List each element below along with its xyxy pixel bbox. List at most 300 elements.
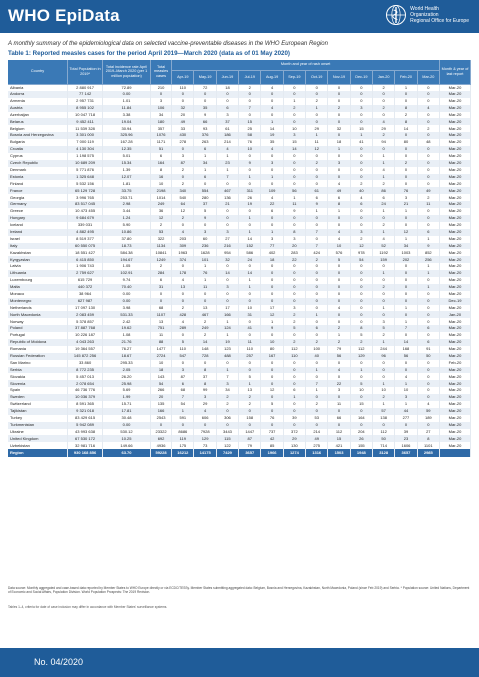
table-cell: Mar-20	[440, 291, 471, 298]
table-cell: 138	[372, 415, 394, 422]
table-cell: 50	[372, 435, 394, 442]
table-cell: 152	[239, 243, 261, 250]
table-cell: Mar-20	[440, 194, 471, 201]
table-cell: 0.00	[103, 422, 151, 429]
table-cell: 10	[261, 339, 283, 346]
table-cell: 1	[216, 332, 238, 339]
table-cell: 32	[328, 125, 350, 132]
table-cell: 68	[150, 305, 171, 312]
table-cell: 29	[306, 125, 328, 132]
table-cell: 32	[216, 256, 238, 263]
country-cell: Albania	[8, 84, 68, 91]
table-cell: 0	[239, 180, 261, 187]
table-cell: 0	[417, 84, 439, 91]
table-row	[8, 305, 471, 312]
table-cell: Mar-20	[440, 132, 471, 139]
table-cell: 0	[306, 153, 328, 160]
table-cell: Mar-20	[440, 236, 471, 243]
table-cell: 0	[283, 160, 305, 167]
table-cell: 266	[150, 387, 171, 394]
table-cell: Mar-20	[440, 408, 471, 415]
col-month: Jan-20	[372, 70, 394, 84]
table-cell: 0	[417, 98, 439, 105]
table-cell: 88	[150, 339, 171, 346]
table-cell: 37	[194, 373, 216, 380]
col-month: Nov-19	[328, 70, 350, 84]
table-cell: 0	[283, 408, 305, 415]
table-cell: Mar-20	[440, 305, 471, 312]
table-cell: 1.39	[103, 167, 151, 174]
table-cell: 76	[261, 415, 283, 422]
table-cell: 1	[261, 318, 283, 325]
table-cell: 1	[239, 380, 261, 387]
table-row	[8, 367, 471, 374]
table-row	[8, 125, 471, 132]
logo-line-3: Regional Office for Europe	[410, 18, 469, 24]
table-cell: 10	[150, 360, 171, 367]
table-cell: 6	[417, 229, 439, 236]
table-cell: 76	[239, 139, 261, 146]
table-cell: 1	[306, 105, 328, 112]
table-cell: 49	[306, 435, 328, 442]
table-cell: 0	[172, 98, 194, 105]
country-cell: Denmark	[8, 167, 68, 174]
table-cell: 10	[239, 146, 261, 153]
table-cell: 0	[194, 180, 216, 187]
table-cell: 214	[306, 429, 328, 436]
table-row	[8, 311, 471, 318]
table-cell: Mar-20	[440, 442, 471, 449]
table-cell: 0	[328, 408, 350, 415]
table-cell: Mar-20	[440, 215, 471, 222]
table-cell: 0	[328, 284, 350, 291]
country-cell: Malta	[8, 284, 68, 291]
table-cell: 0	[283, 174, 305, 181]
table-cell: 7	[239, 105, 261, 112]
table-cell: 34	[395, 243, 417, 250]
table-row	[8, 277, 471, 284]
table-cell: 166	[150, 408, 171, 415]
table-cell: 19	[239, 201, 261, 208]
table-cell: 6	[283, 387, 305, 394]
table-cell: 3 996 765	[68, 194, 103, 201]
table-cell: 1	[239, 277, 261, 284]
table-cell: 0	[417, 332, 439, 339]
table-cell: 87	[172, 160, 194, 167]
table-cell: 10 689 209	[68, 160, 103, 167]
country-cell: Armenia	[8, 98, 68, 105]
table-cell: 0	[417, 91, 439, 98]
table-row	[8, 98, 471, 105]
country-cell: Monaco	[8, 291, 68, 298]
table-cell: 129	[350, 353, 372, 360]
table-cell: 0	[239, 318, 261, 325]
table-cell: 0	[395, 311, 417, 318]
table-cell: 1	[239, 284, 261, 291]
table-cell: 83 429 615	[68, 415, 103, 422]
totals-cell: 3657	[395, 449, 417, 457]
country-cell: France	[8, 187, 68, 194]
table-cell: 37	[216, 118, 238, 125]
table-cell: 10841	[150, 249, 171, 256]
table-cell: 0	[395, 298, 417, 305]
table-cell: 7	[395, 325, 417, 332]
table-cell: 6	[194, 174, 216, 181]
table-cell: 2	[395, 112, 417, 119]
table-cell: 61	[216, 125, 238, 132]
table-row	[8, 222, 471, 229]
table-cell: 5 771 876	[68, 167, 103, 174]
table-cell: Mar-20	[440, 415, 471, 422]
table-cell: 1	[372, 160, 394, 167]
table-cell: 34	[216, 387, 238, 394]
country-cell: Tajikistan	[8, 408, 68, 415]
table-cell: 1	[395, 318, 417, 325]
logo-line-2: Organization	[410, 12, 439, 18]
table-cell: 3	[261, 160, 283, 167]
table-cell: 13	[172, 284, 194, 291]
table-cell: 9	[239, 160, 261, 167]
table-row	[8, 249, 471, 256]
table-cell: 9	[194, 215, 216, 222]
table-cell: 728	[194, 353, 216, 360]
table-cell: 295.33	[103, 360, 151, 367]
table-row	[8, 215, 471, 222]
table-cell: 4	[261, 194, 283, 201]
table-cell: 109	[261, 187, 283, 194]
table-cell: 2	[306, 401, 328, 408]
table-cell: 10	[239, 305, 261, 312]
table-cell: 32 981 716	[68, 442, 103, 449]
table-cell: 0	[417, 380, 439, 387]
table-cell: 7 000 119	[68, 139, 103, 146]
table-row	[8, 298, 471, 305]
table-cell: 0	[306, 277, 328, 284]
table-cell: 2 880 917	[68, 84, 103, 91]
table-cell: 0	[395, 167, 417, 174]
table-cell: 278	[172, 139, 194, 146]
country-cell: Bosnia and Herzegovina	[8, 132, 68, 139]
table-cell: 0	[306, 174, 328, 181]
table-cell: 0	[283, 298, 305, 305]
table-cell: 3	[283, 132, 305, 139]
totals-cell: 1274	[283, 449, 305, 457]
table-cell: Mar-20	[440, 222, 471, 229]
table-cell: 4	[172, 229, 194, 236]
table-cell: 1606	[395, 442, 417, 449]
header-bar	[0, 0, 479, 33]
table-cell: 2	[239, 401, 261, 408]
table-cell: 615 729	[68, 277, 103, 284]
table-cell: 0	[150, 298, 171, 305]
table-cell: 0	[261, 263, 283, 270]
table-cell: 0	[194, 91, 216, 98]
table-cell: 136	[216, 194, 238, 201]
table-cell: 0	[350, 311, 372, 318]
table-cell: 0	[395, 332, 417, 339]
table-cell: 41	[350, 139, 372, 146]
table-row	[8, 325, 471, 332]
table-cell: 424	[306, 249, 328, 256]
table-cell: 19.62	[103, 325, 151, 332]
table-cell: 5	[372, 325, 394, 332]
table-cell: 79	[328, 346, 350, 353]
table-cell: 32	[172, 105, 194, 112]
table-cell: 37	[194, 201, 216, 208]
table-cell: 159	[372, 256, 394, 263]
table-row	[8, 243, 471, 250]
table-cell: 46 736 776	[68, 387, 103, 394]
table-cell: 0.00	[103, 91, 151, 98]
table-cell: 164	[350, 415, 372, 422]
table-cell: 178	[172, 270, 194, 277]
table-cell: 0	[350, 146, 372, 153]
table-cell: 1.81	[103, 180, 151, 187]
table-cell: 0	[350, 270, 372, 277]
table-cell: 2	[350, 236, 372, 243]
table-cell: 852	[417, 249, 439, 256]
table-cell: 1.08	[103, 332, 151, 339]
table-cell: 0	[328, 215, 350, 222]
table-cell: 17	[216, 305, 238, 312]
table-cell: 20	[283, 243, 305, 250]
table-cell: 0	[395, 153, 417, 160]
table-cell: Jan-20	[440, 311, 471, 318]
table-cell: 0	[194, 222, 216, 229]
table-cell: 277	[395, 415, 417, 422]
table-cell: 3	[216, 229, 238, 236]
table-cell: 5.69	[103, 387, 151, 394]
table-cell: 2	[372, 394, 394, 401]
table-cell: 3	[216, 380, 238, 387]
table-cell: 1192	[372, 249, 394, 256]
table-cell: 93	[194, 125, 216, 132]
table-cell: 0	[172, 146, 194, 153]
country-cell: Ireland	[8, 229, 68, 236]
table-cell: 6	[150, 153, 171, 160]
table-row	[8, 160, 471, 167]
table-row	[8, 422, 471, 429]
table-cell: 0	[172, 291, 194, 298]
table-cell: 289	[172, 325, 194, 332]
table-cell: 4	[372, 236, 394, 243]
measles-table	[8, 60, 471, 457]
summary-text: A monthly summary of the epidemiological data on selected vaccine-preventable diseases in the WHO European Region	[8, 41, 328, 47]
table-cell: 0	[216, 263, 238, 270]
table-cell: 112	[350, 346, 372, 353]
country-cell: Croatia	[8, 146, 68, 153]
table-cell: 0	[350, 360, 372, 367]
table-cell: 56	[395, 353, 417, 360]
table-cell: 0	[283, 270, 305, 277]
table-cell: 57	[372, 408, 394, 415]
country-cell: Turkey	[8, 415, 68, 422]
table-cell: 12	[261, 387, 283, 394]
table-cell: 0	[350, 298, 372, 305]
table-cell: 21	[395, 201, 417, 208]
table-cell: 3443	[216, 429, 238, 436]
table-cell: 11.84	[103, 105, 151, 112]
table-cell: Mar-20	[440, 187, 471, 194]
table-cell: 143	[150, 373, 171, 380]
table-cell: 322	[150, 236, 171, 243]
table-cell: 0	[350, 284, 372, 291]
table-cell: 0	[417, 222, 439, 229]
table-row	[8, 236, 471, 243]
table-cell: 31	[150, 284, 171, 291]
table-cell: 35	[194, 105, 216, 112]
table-cell: 1	[372, 401, 394, 408]
table-cell: 0	[172, 298, 194, 305]
table-row	[8, 187, 471, 194]
table-cell: 11	[306, 139, 328, 146]
table-cell: Mar-20	[440, 394, 471, 401]
table-cell: 0	[328, 422, 350, 429]
table-cell: 467	[194, 311, 216, 318]
table-cell: 1	[239, 174, 261, 181]
table-cell: 1	[306, 132, 328, 139]
table-cell: 9	[306, 201, 328, 208]
table-cell: 3	[372, 318, 394, 325]
table-cell: 7	[306, 380, 328, 387]
table-cell: 0	[350, 422, 372, 429]
country-cell: Turkmenistan	[8, 422, 68, 429]
table-cell: 3 301 000	[68, 132, 103, 139]
country-cell: Russian Federation	[8, 353, 68, 360]
table-cell: 0	[395, 180, 417, 187]
table-cell: 0	[328, 394, 350, 401]
table-cell: 5 532 156	[68, 180, 103, 187]
table-cell: 0	[283, 380, 305, 387]
table-cell: 186	[216, 132, 238, 139]
table-cell: 0	[350, 167, 372, 174]
table-cell: 275	[306, 442, 328, 449]
table-cell: 0	[239, 332, 261, 339]
table-cell: 99	[194, 387, 216, 394]
table-cell: 0	[261, 422, 283, 429]
country-cell: Serbia	[8, 367, 68, 374]
table-cell: 0	[306, 284, 328, 291]
table-cell: 15	[350, 125, 372, 132]
table-cell: 11	[239, 339, 261, 346]
table-cell: Mar-20	[440, 160, 471, 167]
table-cell: 29	[283, 435, 305, 442]
table-cell: 0	[417, 215, 439, 222]
table-cell: 0	[216, 98, 238, 105]
country-cell: Slovenia	[8, 380, 68, 387]
table-cell: 0	[216, 422, 238, 429]
table-cell: 0	[395, 132, 417, 139]
table-cell: 26	[350, 435, 372, 442]
table-cell: 0	[372, 112, 394, 119]
table-cell: 1	[216, 153, 238, 160]
table-cell: 1101	[417, 442, 439, 449]
table-cell: 2	[372, 84, 394, 91]
table-cell: 1171	[150, 139, 171, 146]
table-cell: 112	[328, 429, 350, 436]
table-cell: 0	[283, 118, 305, 125]
table-cell: 19.04	[103, 118, 151, 125]
table-cell: 0	[350, 118, 372, 125]
table-cell: 714	[372, 442, 394, 449]
table-cell: 87	[172, 373, 194, 380]
table-cell: 554	[194, 187, 216, 194]
table-cell: 6	[306, 325, 328, 332]
table-cell: 16	[150, 174, 171, 181]
table-row	[8, 394, 471, 401]
country-cell: Switzerland	[8, 401, 68, 408]
table-cell: 4	[328, 180, 350, 187]
table-cell: 15.34	[103, 160, 151, 167]
criteria-note: Tables 1–4, criteria for date of case inclusion may differ in accordance with Member States' surveillance systems.	[8, 605, 168, 609]
table-cell: 8	[283, 229, 305, 236]
table-cell: 66	[328, 415, 350, 422]
table-cell: 1	[395, 380, 417, 387]
totals-cell: 930 168 856	[68, 449, 103, 457]
table-cell: 10.86	[103, 229, 151, 236]
country-cell: Uzbekistan	[8, 442, 68, 449]
table-cell: 0	[239, 222, 261, 229]
table-cell: 2	[239, 84, 261, 91]
table-cell: 83 517 045	[68, 201, 103, 208]
table-cell: 23	[216, 160, 238, 167]
table-cell: 7	[216, 373, 238, 380]
table-cell: 0	[328, 84, 350, 91]
table-title: Table 1: Reported measles cases for the period April 2019—March 2020 (data as of 01 May 2020)	[8, 50, 290, 57]
table-cell: 0	[395, 277, 417, 284]
table-cell: 3	[172, 367, 194, 374]
table-cell: 0	[417, 422, 439, 429]
table-cell: 1014	[150, 194, 171, 201]
table-cell: 0	[350, 318, 372, 325]
col-country: Country	[8, 60, 68, 84]
table-cell: 14	[283, 146, 305, 153]
table-cell: 0	[328, 373, 350, 380]
table-cell: 33	[172, 125, 194, 132]
table-cell: 3.98	[103, 305, 151, 312]
table-row	[8, 415, 471, 422]
table-cell: 8	[417, 435, 439, 442]
table-cell: 0	[328, 153, 350, 160]
table-row	[8, 167, 471, 174]
table-cell: 65 129 728	[68, 187, 103, 194]
table-cell: 13	[239, 387, 261, 394]
country-cell: Romania	[8, 346, 68, 353]
table-cell: 0	[194, 98, 216, 105]
table-cell: Mar-20	[440, 105, 471, 112]
table-row	[8, 91, 471, 98]
table-cell: 0	[261, 298, 283, 305]
table-cell: Mar-20	[440, 174, 471, 181]
table-cell: 70.40	[103, 284, 151, 291]
table-cell: 0	[350, 291, 372, 298]
table-cell: 7	[306, 243, 328, 250]
table-cell: 0	[306, 270, 328, 277]
country-cell: Sweden	[8, 394, 68, 401]
table-cell: 2	[306, 256, 328, 263]
table-cell: 284	[150, 270, 171, 277]
country-cell: Belgium	[8, 125, 68, 132]
table-cell: 4	[417, 401, 439, 408]
table-cell: 1	[239, 229, 261, 236]
table-cell: 13	[150, 318, 171, 325]
logo-line-1: World Health	[410, 6, 439, 12]
table-cell: 0	[306, 180, 328, 187]
table-cell: 0	[350, 277, 372, 284]
table-cell: 3.38	[103, 112, 151, 119]
table-cell: 3	[328, 387, 350, 394]
table-row	[8, 118, 471, 125]
